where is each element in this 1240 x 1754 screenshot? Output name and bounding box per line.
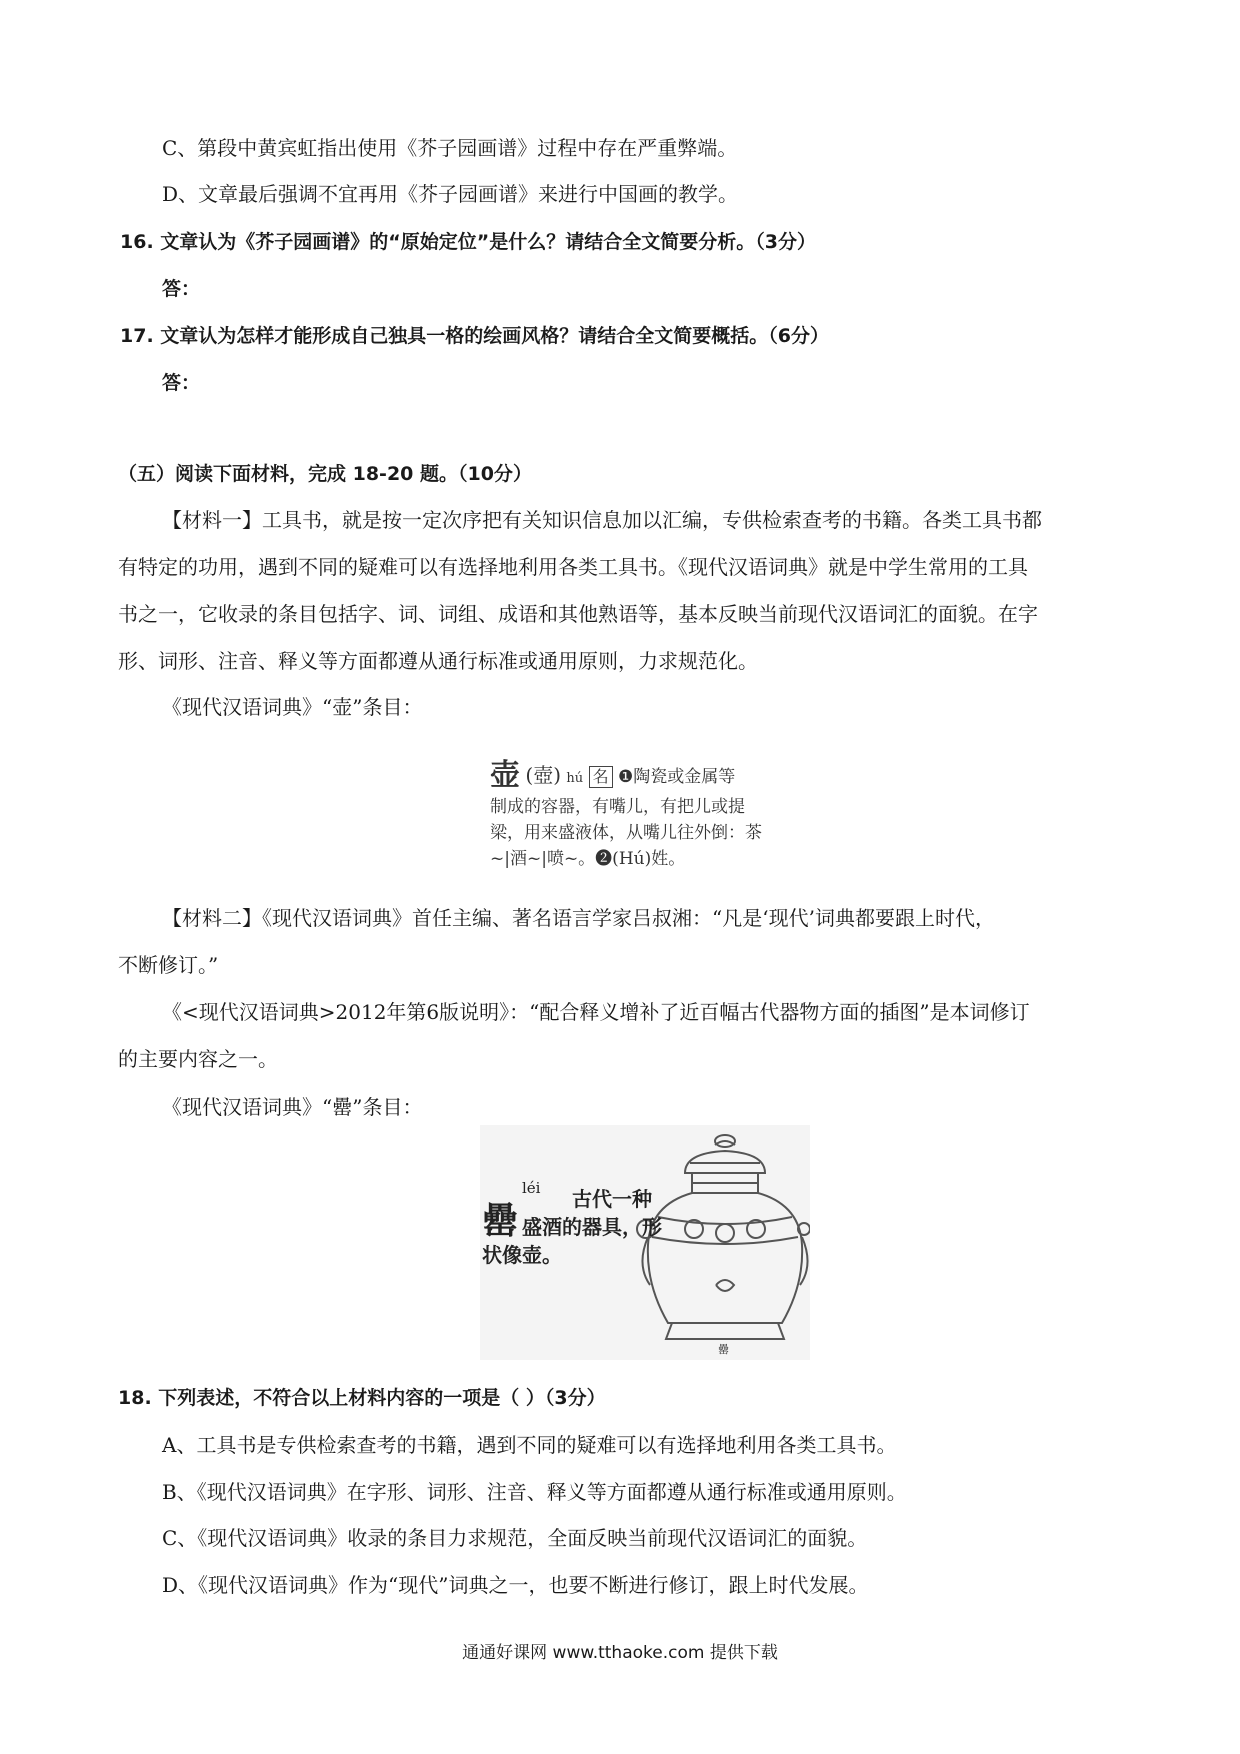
- q17-question: 17. 文章认为怎样才能形成自己独具一格的绘画风格？请结合全文简要概括。（6分）: [120, 325, 829, 347]
- section5-heading: （五）阅读下面材料，完成 18-20 题。（10分）: [118, 463, 532, 485]
- entry-lei-char: 罍: [482, 1200, 519, 1242]
- q16-answer-label: 答：: [162, 278, 201, 300]
- q15-option-c: C、第段中黄宾虹指出使用《芥子园画谱》过程中存在严重弊端。: [162, 136, 738, 160]
- edition-note-line: 的主要内容之一。: [118, 1047, 278, 1071]
- entry-hu-trad: (壺): [525, 763, 562, 787]
- q17-answer-label: 答：: [162, 372, 201, 394]
- entry-hu-def2: 制成的容器，有嘴儿，有把儿或提: [490, 797, 745, 817]
- entry-hu-def1: ❶陶瓷或金属等: [618, 767, 736, 787]
- entry-hu-def3: 梁，用来盛液体，从嘴儿往外倒：茶: [490, 823, 762, 843]
- entry-hu-char: 壶: [490, 758, 520, 793]
- material1-line: 书之一，它收录的条目包括字、词、词组、成语和其他熟语等，基本反映当前现代汉语词汇的面貌。在字: [118, 602, 1038, 626]
- entry-hu-pos-box: 名: [589, 766, 613, 788]
- entry-lei-def1: 古代一种: [572, 1187, 652, 1211]
- entry-lei-def2: 盛酒的器具，形: [522, 1215, 662, 1239]
- dictionary-entry-hu: [490, 750, 790, 872]
- entry-lei-pinyin: léi: [522, 1179, 541, 1197]
- q18-option: B、《现代汉语词典》在字形、词形、注音、释义等方面都遵从通行标准或通用原则。: [162, 1480, 907, 1504]
- lei-illustration-caption: 罍: [718, 1343, 729, 1356]
- q15-option-d: D、文章最后强调不宜再用《芥子园画谱》来进行中国画的教学。: [162, 182, 739, 206]
- material1-line: 形、词形、注音、释义等方面都遵从通行标准或通用原则，力求规范化。: [118, 649, 758, 673]
- entry-lei-label: 《现代汉语词典》“罍”条目：: [162, 1095, 423, 1119]
- material1-line: 【材料一】工具书，就是按一定次序把有关知识信息加以汇编，专供检索查考的书籍。各类工具书都: [162, 508, 1042, 532]
- q16-question: 16. 文章认为《芥子园画谱》的“原始定位”是什么？请结合全文简要分析。（3分）: [120, 231, 816, 253]
- q18-question: 18. 下列表述，不符合以上材料内容的一项是（ ）（3分）: [118, 1387, 606, 1409]
- entry-hu-pinyin: hú: [566, 771, 584, 786]
- entry-hu-label: 《现代汉语词典》“壶”条目：: [162, 695, 423, 719]
- q18-option: D、《现代汉语词典》作为“现代”词典之一，也要不断进行修订，跟上时代发展。: [162, 1573, 869, 1597]
- material2-line: 【材料二】《现代汉语词典》首任主编、著名语言学家吕叔湘：“凡是‘现代’词典都要跟上时代，: [162, 906, 995, 930]
- entry-lei-def3: 状像壶。: [482, 1243, 562, 1267]
- edition-note-line: 《<现代汉语词典>2012年第6版说明》：“配合释义增补了近百幅古代器物方面的插图”是本词修订: [162, 1000, 1030, 1024]
- q18-option: C、《现代汉语词典》收录的条目力求规范，全面反映当前现代汉语词汇的面貌。: [162, 1526, 868, 1550]
- material1-line: 有特定的功用，遇到不同的疑难可以有选择地利用各类工具书。《现代汉语词典》就是中学生常用的工具: [118, 555, 1028, 579]
- entry-hu-def4: ~|酒~|喷~。❷(Hú)姓。: [490, 849, 686, 869]
- q18-option: A、工具书是专供检索查考的书籍，遇到不同的疑难可以有选择地利用各类工具书。: [162, 1433, 897, 1457]
- material2-line: 不断修订。”: [118, 953, 219, 977]
- dictionary-entry-lei: [480, 1125, 810, 1360]
- page-footer: 通通好课网 www.tthaoke.com 提供下载: [462, 1643, 778, 1663]
